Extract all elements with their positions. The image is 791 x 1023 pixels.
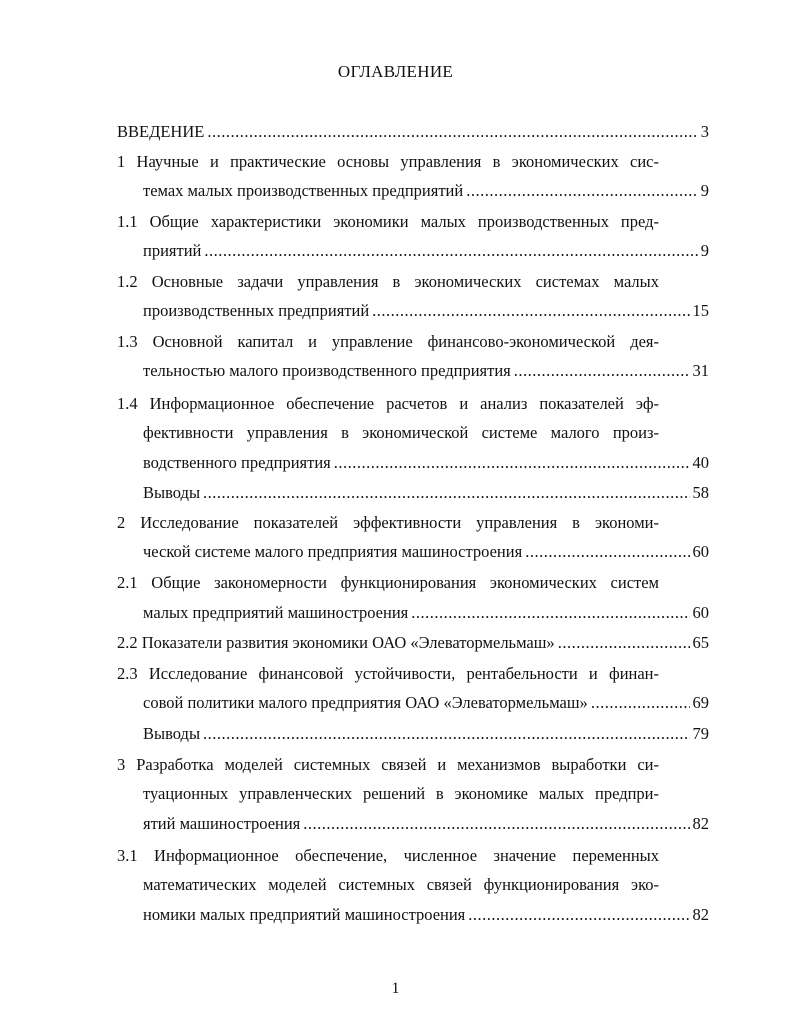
leader-dots bbox=[203, 483, 689, 503]
toc-entry-1-1-line1[interactable]: 1.1 Общие характеристики экономики малых производственных пред- bbox=[117, 212, 659, 231]
leader-dots bbox=[372, 301, 689, 321]
toc-entry-2-1-line1[interactable]: 2.1 Общие закономерности функционирования экономических систем bbox=[117, 573, 659, 592]
toc-entry-1-4-line2[interactable]: фективности управления в экономической системе малого произ- bbox=[143, 423, 659, 442]
toc-page-number: 40 bbox=[692, 453, 709, 472]
toc-page-number: 15 bbox=[692, 301, 709, 320]
toc-entry-1-2-line2[interactable]: производственных предприятий ..... 15 bbox=[143, 301, 709, 321]
toc-page-number: 82 bbox=[692, 905, 709, 924]
toc-page-number: 65 bbox=[692, 633, 709, 652]
toc-entry-3-1-line1[interactable]: 3.1 Информационное обеспечение, численное значение переменных bbox=[117, 846, 659, 865]
toc-entry-1-1-line2[interactable]: приятий ..... 9 bbox=[143, 241, 709, 261]
leader-dots bbox=[525, 542, 689, 562]
leader-dots bbox=[204, 241, 697, 261]
toc-entry-1-3-line2[interactable]: тельностью малого производственного предприятия ..... 31 bbox=[143, 361, 709, 381]
toc-page-number: 9 bbox=[700, 241, 709, 260]
toc-page-number: 58 bbox=[692, 483, 709, 502]
toc-entry-3-1-line3[interactable]: номики малых предприятий машиностроения ..... 82 bbox=[143, 905, 709, 925]
toc-entry-1-4-line3[interactable]: водственного предприятия ..... 40 bbox=[143, 453, 709, 473]
toc-entry-1-line1[interactable]: 1 Научные и практические основы управления в экономических сис- bbox=[117, 152, 659, 171]
leader-dots bbox=[514, 361, 690, 381]
toc-page-number: 82 bbox=[692, 814, 709, 833]
toc-entry-1-2-line1[interactable]: 1.2 Основные задачи управления в экономических системах малых bbox=[117, 272, 659, 291]
leader-dots bbox=[207, 122, 697, 142]
toc-entry-2-line2[interactable]: ческой системе малого предприятия машиностроения ..... 60 bbox=[143, 542, 709, 562]
toc-page-number: 3 bbox=[700, 122, 709, 141]
toc-entry-1-4-line1[interactable]: 1.4 Информационное обеспечение расчетов и анализ показателей эф- bbox=[117, 394, 659, 413]
leader-dots bbox=[303, 814, 689, 834]
toc-entry-3-line3[interactable]: ятий машиностроения ..... 82 bbox=[143, 814, 709, 834]
toc-entry-2-3-line1[interactable]: 2.3 Исследование финансовой устойчивости, рентабельности и финан- bbox=[117, 664, 659, 683]
leader-dots bbox=[558, 633, 690, 653]
toc-page-number: 31 bbox=[692, 361, 709, 380]
toc-entry-3-line1[interactable]: 3 Разработка моделей системных связей и механизмов выработки си- bbox=[117, 755, 659, 774]
toc-entry-2-line1[interactable]: 2 Исследование показателей эффективности управления в экономи- bbox=[117, 513, 659, 532]
toc-page-number: 79 bbox=[692, 724, 709, 743]
toc-entry-conclusions-1[interactable]: Выводы ..... 58 bbox=[143, 483, 709, 503]
toc-entry-2-2[interactable]: 2.2 Показатели развития экономики ОАО «Элеватормельмаш» ..... 65 bbox=[117, 633, 709, 653]
toc-entry-3-line2[interactable]: туационных управленческих решений в экономике малых предпри- bbox=[143, 784, 659, 803]
toc-page-number: 60 bbox=[692, 603, 709, 622]
page-title: ОГЛАВЛЕНИЕ bbox=[337, 62, 454, 81]
leader-dots bbox=[203, 724, 689, 744]
toc-entry-conclusions-2[interactable]: Выводы ..... 79 bbox=[143, 724, 709, 744]
toc-page-number: 60 bbox=[692, 542, 709, 561]
leader-dots bbox=[466, 181, 698, 201]
toc-entry-2-1-line2[interactable]: малых предприятий машиностроения ..... 60 bbox=[143, 603, 709, 623]
toc-page-number: 69 bbox=[692, 693, 709, 712]
toc-entry-2-3-line2[interactable]: совой политики малого предприятия ОАО «Элеватормельмаш» ..... 69 bbox=[143, 693, 709, 713]
page-number: 1 bbox=[391, 980, 400, 997]
toc-entry-introduction[interactable]: ВВЕДЕНИЕ ..... 3 bbox=[117, 122, 709, 142]
leader-dots bbox=[334, 453, 690, 473]
toc-entry-1-3-line1[interactable]: 1.3 Основной капитал и управление финансово-экономической дея- bbox=[117, 332, 659, 351]
leader-dots bbox=[411, 603, 689, 623]
toc-page-number: 9 bbox=[700, 181, 709, 200]
toc-entry-3-1-line2[interactable]: математических моделей системных связей функционирования эко- bbox=[143, 875, 659, 894]
leader-dots bbox=[591, 693, 690, 713]
leader-dots bbox=[468, 905, 689, 925]
toc-entry-1-line2[interactable]: темах малых производственных предприятий ..... 9 bbox=[143, 181, 709, 201]
